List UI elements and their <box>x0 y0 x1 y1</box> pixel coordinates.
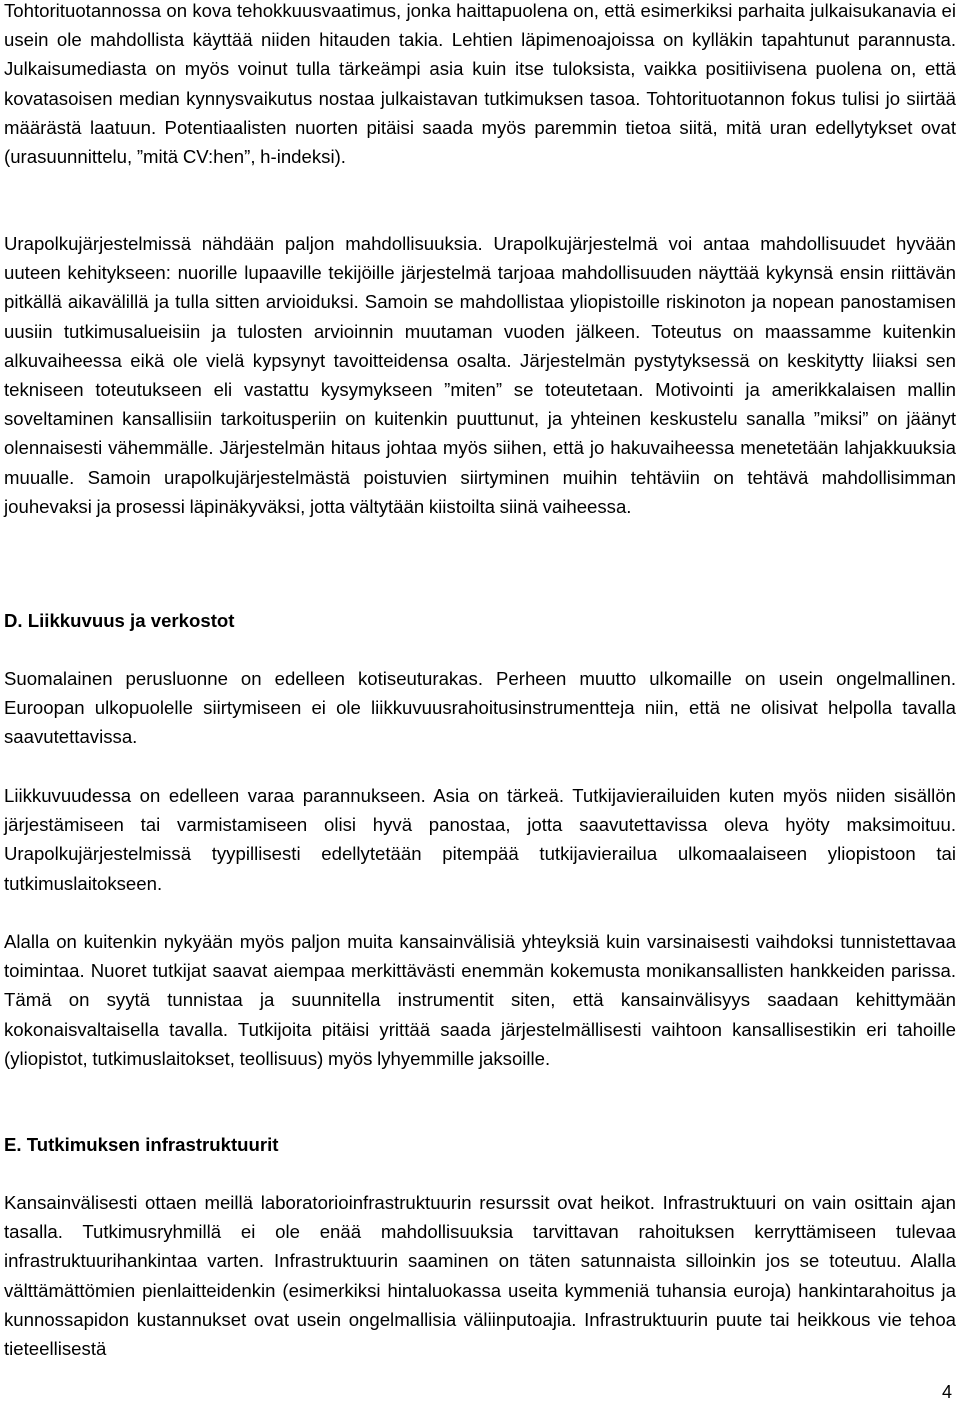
section-heading-e <box>4 1130 956 1159</box>
section-heading-d-title: Liikkuvuus ja verkostot <box>27 610 235 631</box>
page-number: 4 <box>941 1382 952 1402</box>
document-page <box>4 0 956 1425</box>
section-heading-e-prefix: E. <box>4 1134 27 1155</box>
paragraph-research-infrastructure: Kansainvälisesti ottaen meillä laboratorioinfrastruktuurin resurssit ovat heikot. Infrastruktuuri on vain osittain ajan tasalla. Tutkimusryhmillä ei ole enää mahdollisuuksia tarvittavan rahoituksen kerryttämiseen tulevaa infrastruktuurihankintaa varten. Infrastruktuurin saaminen on täten satunnaista silloinkin jos se toteutuu. Alalla välttämättömien pienlaitteidenkin (esimerkiksi hintaluokassa useita kymmeniä tuhansia euroja) hankintarahoitus ja kunnossapidon kustannukset ovat usein ongelmallisia väliinputoajia. Infrastruktuurin puute tai heikkous vie tehoa tieteellisestä <box>4 1192 956 1360</box>
paragraph-international-connections: Alalla on kuitenkin nykyään myös paljon muita kansainvälisiä yhteyksiä kuin varsinaisesti vaihdoksi tunnistettavaa toimintaa. Nuoret tutkijat saavat aiempaa merkittävästi enemmän kokemusta monikansallisten hankkeiden parissa. Tämä on syytä tunnistaa ja suunnitella instrumentit siten, että kansainvälisyys saadaan kehittymään kokonaisvaltaisella tavalla. Tutkijoita pitäisi yrittää saada järjestelmällisesti vaihtoon kansallisestikin eri tahoille (yliopistot, tutkimuslaitokset, teollisuus) myös lyhyemmille jaksoille. <box>4 931 956 1069</box>
paragraph-career-path-system: Urapolkujärjestelmissä nähdään paljon mahdollisuuksia. Urapolkujärjestelmä voi antaa mahdollisuudet hyvään uuteen kehitykseen: nuorille lupaaville tekijöille järjestelmä tarjoaa mahdollisuuden näyttää kykynsä ensin riittävän pitkällä aikavälillä ja tulla sitten arvioiduksi. Samoin se mahdollistaa yliopistoille riskinoton ja nopean panostamisen uusiin tutkimusalueisiin ja tulosten arvioinnin muutaman vuoden jälkeen. Toteutus on maassamme kuitenkin alkuvaiheessa eikä ole vielä kypsynyt tavoitteidensa osalta. Järjestelmän pystytyksessä on keskitytty liiaksi sen tekniseen toteutukseen eli vastattu kysymykseen ”miten” se toteutetaan. Motivointi ja amerikkalaisen mallin soveltaminen kansallisiin tarkoitusperiin on kuitenkin puuttunut, ja yhteinen keskustelu sanalla ”miksi” on jäänyt olennaisesti vähemmälle. Järjestelmän hitaus johtaa myös siihen, että jo hakuvaiheessa menetetään lahjakkuuksia muualle. Samoin urapolkujärjestelmästä poistuvien siirtyminen muihin tehtäviin on tehtävä mahdollisimman jouhevaksi ja prosessi läpinäkyväksi, jotta vältytään kiistoilta siinä vaiheessa. <box>4 233 956 517</box>
paragraph-doctoral-production: Tohtorituotannossa on kova tehokkuusvaatimus, jonka haittapuolena on, että esimerkiksi parhaita julkaisukanavia ei usein ole mahdollista käyttää niiden hitauden takia. Lehtien läpimenoajoissa on kylläkin tapahtunut parannusta. Julkaisumediasta on myös voinut tulla tärkeämpi asia kuin itse tuloksista, vaikka positiivisena puolena on, että kovatasoisen median kynnysvaikutus nostaa julkaistavan tutkimuksen tasoa. Tohtorituotannon fokus tulisi jo siirtää määrästä laatuun. Potentiaalisten nuorten pitäisi saada myös paremmin tietoa siitä, mitä uran edellytykset ovat (urasuunnittelu, ”mitä CV:hen”, h-indeksi). <box>4 0 956 168</box>
paragraph-mobility-improvement: Liikkuvuudessa on edelleen varaa parannukseen. Asia on tärkeä. Tutkijavierailuiden kuten myös niiden sisällön järjestämiseen tai varmistamiseen olisi hyvä panostaa, jotta saavutettavissa oleva hyöty maksimoituu. Urapolkujärjestelmissä tyypillisesti edellytetään pitempää tutkijavierailua ulkomaalaiseen yliopistoon tai tutkimuslaitokseen. <box>4 785 956 894</box>
section-heading-d <box>4 606 956 635</box>
section-heading-d-prefix: D. <box>4 610 28 631</box>
paragraph-finnish-mobility: Suomalainen perusluonne on edelleen kotiseuturakas. Perheen muutto ulkomaille on usein ongelmallinen. Euroopan ulkopuolelle siirtymiseen ei ole liikkuvuusrahoitusinstrumentteja niin, että ne olisivat helpolla tavalla saavutettavissa. <box>4 668 956 748</box>
section-heading-e-title: Tutkimuksen infrastruktuurit <box>26 1134 279 1155</box>
